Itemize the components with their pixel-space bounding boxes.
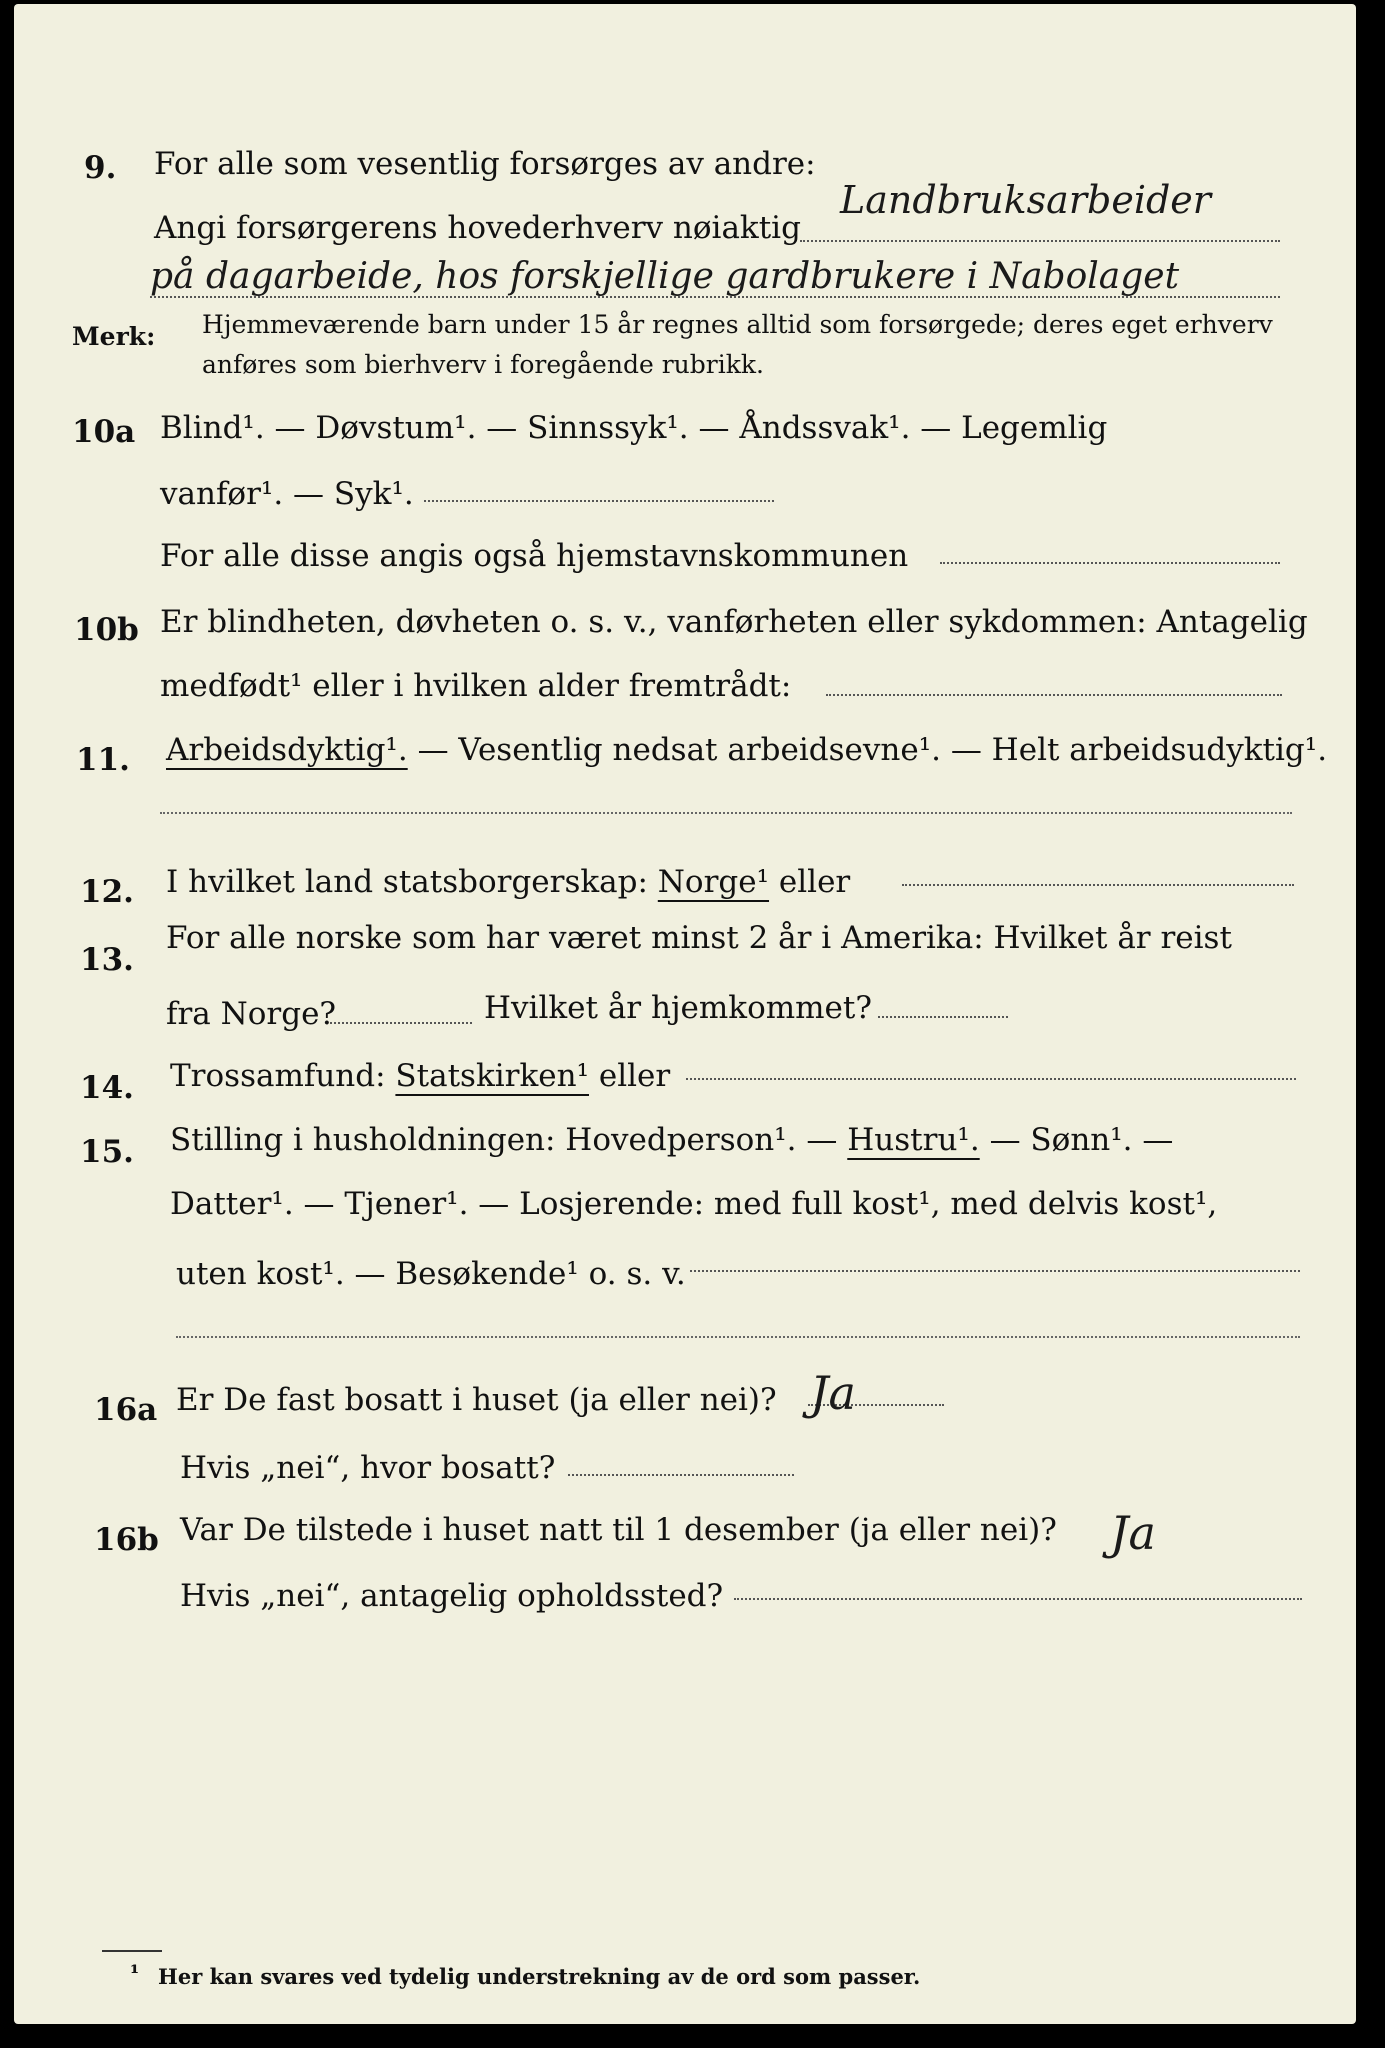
- q16a-line2: Hvis „nei“, hvor bosatt?: [180, 1450, 556, 1486]
- q12-answer-line: [902, 884, 1294, 886]
- q16a-where-line: [568, 1474, 794, 1476]
- q15-number: 15.: [80, 1134, 134, 1170]
- q14-line: [170, 1058, 670, 1094]
- q16a-line1: Er De fast bosatt i huset (ja eller nei)?: [176, 1382, 777, 1418]
- q13-line2b: Hvilket år hjemkommet?: [484, 990, 872, 1026]
- q9-line1: For alle som vesentlig forsørges av andre:: [154, 146, 816, 182]
- q10b-line2: medfødt¹ eller i hvilken alder fremtrådt:: [160, 668, 792, 704]
- q15-line1: [170, 1122, 1173, 1158]
- q14-option-state-church: Statskirken¹: [395, 1058, 589, 1094]
- q9-line2: Angi forsørgerens hovederhverv nøiaktig: [154, 210, 801, 246]
- q10b-number: 10b: [74, 612, 139, 648]
- q14-prefix: Trossamfund:: [170, 1058, 386, 1094]
- q9-answer-line-2: [150, 296, 1280, 298]
- q10a-answer-line: [424, 500, 774, 502]
- q16b-answer: Ja: [1110, 1506, 1156, 1560]
- q10b-line1: Er blindheten, døvheten o. s. v., vanførheten eller sykdommen: Antagelig: [160, 604, 1308, 640]
- q15-answer-line: [690, 1270, 1300, 1272]
- q15-line1-start: Stilling i husholdningen: Hovedperson¹. —: [170, 1122, 838, 1158]
- q12-option-norway: Norge¹: [657, 864, 770, 900]
- q11-line: [166, 732, 1327, 768]
- q15-line1-end: — Sønn¹. —: [989, 1122, 1174, 1158]
- q12-prefix: I hvilket land statsborgerskap:: [166, 864, 648, 900]
- q9-answer-continuation: på dagarbeide, hos forskjellige gardbrukere i Nabolaget: [150, 256, 1180, 297]
- q15-line3: uten kost¹. — Besøkende¹ o. s. v.: [176, 1256, 686, 1292]
- q10a-hometown-line: [940, 562, 1280, 564]
- q12-line: [166, 864, 850, 900]
- q9-answer-occupation: Landbruksarbeider: [840, 178, 1211, 222]
- footnote-text: Her kan svares ved tydelig understrekning av de ord som passer.: [158, 1964, 921, 1989]
- q10a-line3: For alle disse angis også hjemstavnskommunen: [160, 538, 909, 574]
- q16b-line1: Var De tilstede i huset natt til 1 desember (ja eller nei)?: [180, 1512, 1057, 1548]
- q16b-line2: Hvis „nei“, antagelig opholdssted?: [180, 1578, 724, 1614]
- q16b-where-line: [734, 1598, 1302, 1600]
- q10b-answer-line: [826, 694, 1282, 696]
- merk-line2: anføres som bierhverv i foregående rubrikk.: [202, 350, 764, 379]
- q13-return-line: [878, 1016, 1008, 1018]
- q14-answer-line: [686, 1078, 1296, 1080]
- q16a-number: 16a: [94, 1392, 158, 1428]
- q13-departure-line: [330, 1022, 472, 1024]
- footnote-rule: [102, 1950, 162, 1952]
- q13-number: 13.: [80, 942, 134, 978]
- q10a-line2: vanfør¹. — Syk¹.: [160, 476, 414, 512]
- q14-number: 14.: [80, 1070, 134, 1106]
- q11-option-able-to-work: Arbeidsdyktig¹.: [166, 732, 408, 768]
- q10a-number: 10a: [72, 414, 136, 450]
- q9-answer-line: [800, 240, 1280, 242]
- q11-answer-line: [160, 812, 1292, 814]
- q15-option-wife: Hustru¹.: [847, 1122, 980, 1158]
- q15-line2: Datter¹. — Tjener¹. — Losjerende: med full kost¹, med delvis kost¹,: [170, 1186, 1218, 1222]
- q9-number: 9.: [84, 150, 117, 186]
- q12-suffix: eller: [778, 864, 851, 900]
- q11-other-options: — Vesentlig nedsat arbeidsevne¹. — Helt arbeidsudyktig¹.: [417, 732, 1328, 768]
- q16a-answer: Ja: [810, 1366, 856, 1420]
- merk-line1: Hjemmeværende barn under 15 år regnes alltid som forsørgede; deres eget erhverv: [202, 310, 1273, 339]
- q13-line2a: fra Norge?: [166, 996, 337, 1032]
- q15-answer-line-2: [176, 1336, 1300, 1338]
- q11-number: 11.: [76, 742, 130, 778]
- q16b-number: 16b: [94, 1522, 159, 1558]
- q12-number: 12.: [80, 874, 134, 910]
- q14-suffix: eller: [598, 1058, 671, 1094]
- q13-line1: For alle norske som har været minst 2 år i Amerika: Hvilket år reist: [166, 920, 1232, 956]
- merk-label: Merk:: [72, 322, 156, 351]
- q10a-line1: Blind¹. — Døvstum¹. — Sinnssyk¹. — Åndssvak¹. — Legemlig: [160, 410, 1108, 446]
- footnote-mark: ¹: [130, 1960, 140, 1985]
